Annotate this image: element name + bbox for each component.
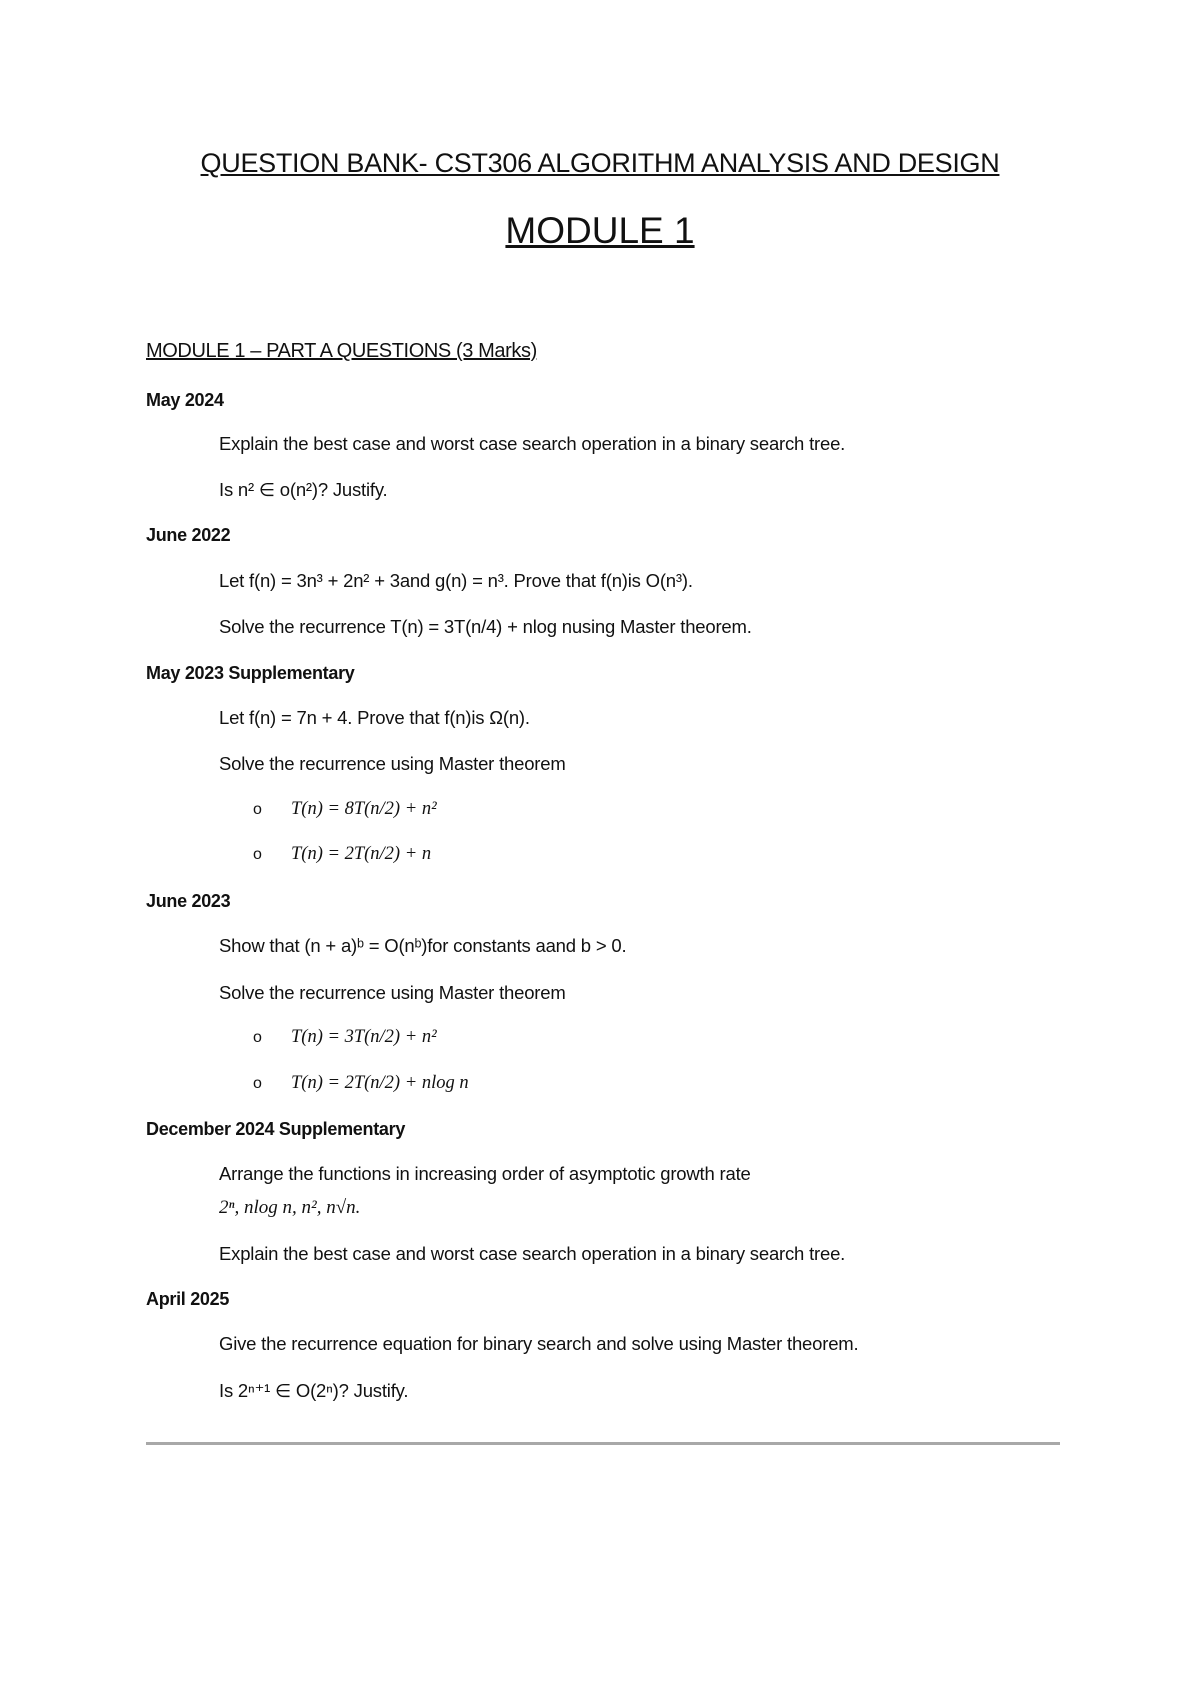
sub-question-text: T(n) = 8T(n/2) + n² (291, 799, 437, 819)
bullet-marker: o (253, 846, 262, 863)
question-text: Explain the best case and worst case search operation in a binary search tree. (219, 433, 846, 454)
bullet-marker: o (253, 1075, 262, 1092)
question-text: Show that (n + a)ᵇ = O(nᵇ)for constants aand b > 0. (219, 935, 627, 956)
document-title: QUESTION BANK- CST306 ALGORITHM ANALYSIS AND DESIGN (200, 148, 1000, 178)
question-text: Solve the recurrence T(n) = 3T(n/4) + nlog nusing Master theorem. (219, 616, 752, 637)
bullet-marker: o (253, 1029, 262, 1046)
sub-question-text: T(n) = 2T(n/2) + nlog n (291, 1073, 469, 1093)
exam-heading: June 2023 (146, 891, 231, 911)
bullet-marker: o (253, 801, 262, 818)
exam-heading: May 2023 Supplementary (146, 663, 355, 683)
sub-question-text: T(n) = 3T(n/2) + n² (291, 1027, 437, 1047)
question-text: Solve the recurrence using Master theorem (219, 982, 566, 1003)
question-text: Solve the recurrence using Master theorem (219, 753, 566, 774)
section-heading: MODULE 1 – PART A QUESTIONS (3 Marks) (146, 340, 537, 362)
exam-heading: April 2025 (146, 1289, 230, 1309)
question-text: Arrange the functions in increasing order of asymptotic growth rate (219, 1163, 751, 1184)
exam-heading: December 2024 Supplementary (146, 1119, 406, 1139)
horizontal-divider (146, 1442, 1060, 1445)
question-text: Let f(n) = 3n³ + 2n² + 3and g(n) = n³. Prove that f(n)is O(n³). (219, 570, 693, 591)
module-heading: MODULE 1 (505, 210, 695, 251)
sub-question-text: T(n) = 2T(n/2) + n (291, 844, 432, 864)
question-text: Give the recurrence equation for binary search and solve using Master theorem. (219, 1333, 859, 1354)
question-text: Let f(n) = 7n + 4. Prove that f(n)is Ω(n). (219, 707, 530, 728)
function-list: 2ⁿ, nlog n, n², n√n. (219, 1197, 361, 1218)
question-text: Is 2ⁿ⁺¹ ∈ O(2ⁿ)? Justify. (219, 1380, 409, 1401)
exam-heading: June 2022 (146, 525, 231, 545)
exam-heading: May 2024 (146, 390, 224, 410)
question-text: Is n² ∈ o(n²)? Justify. (219, 479, 388, 500)
question-text: Explain the best case and worst case search operation in a binary search tree. (219, 1243, 846, 1264)
